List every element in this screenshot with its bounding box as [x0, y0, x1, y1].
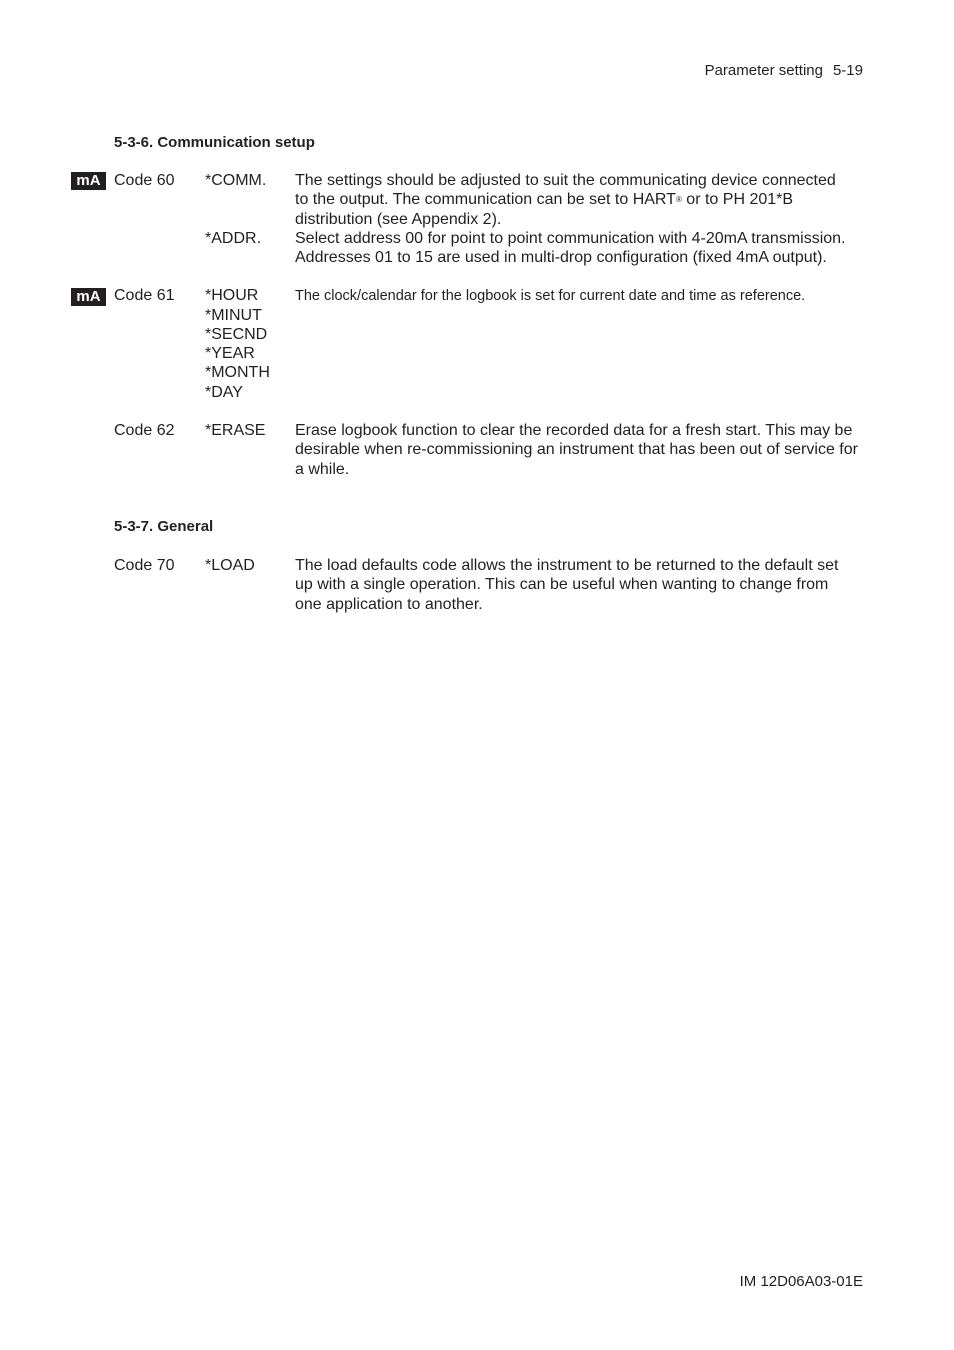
ma-badge: mA [71, 288, 106, 306]
code-label-70: Code 70 [114, 557, 175, 574]
param-year: *YEAR [205, 345, 255, 362]
desc-comm-text: The settings should be adjusted to suit the communicating device connected to the output. The communication can be set to HART [295, 172, 836, 209]
desc-load: The load defaults code allows the instrument to be returned to the default set up with a single operation. This can be useful when wanting to change from one application to another. [295, 557, 839, 613]
param-month: *MONTH [205, 364, 270, 381]
ma-badge: mA [71, 172, 106, 190]
code-label-61: Code 61 [114, 287, 175, 304]
page-header [705, 62, 863, 79]
page-number: 5-19 [832, 62, 863, 79]
param-comm: *COMM. [205, 172, 267, 189]
param-addr: *ADDR. [205, 230, 262, 247]
header-title: Parameter setting [704, 62, 823, 79]
desc-comm [295, 171, 850, 229]
section-title-communication-setup: 5-3-6. Communication setup [114, 134, 315, 151]
desc-clock: The clock/calendar for the logbook is set for current date and time as reference. [295, 288, 806, 304]
section-title-general: 5-3-7. General [114, 518, 214, 535]
param-hour: *HOUR [205, 287, 259, 304]
code-label-62: Code 62 [114, 422, 175, 439]
document-id: IM 12D06A03-01E [739, 1273, 863, 1290]
param-erase: *ERASE [205, 422, 266, 439]
param-load: *LOAD [205, 557, 255, 574]
param-secnd: *SECND [205, 326, 268, 343]
param-day: *DAY [205, 384, 243, 401]
code-label-60: Code 60 [114, 172, 175, 189]
desc-comm-text-continued: or to PH 201*B distribution (see Appendix 2). [295, 191, 794, 228]
desc-erase: Erase logbook function to clear the recorded data for a fresh start. This may be desirable when re-commissioning an instrument that has been out of service for a while. [295, 422, 858, 478]
registered-mark: ® [675, 195, 682, 205]
desc-addr: Select address 00 for point to point communication with 4-20mA transmission. Addresses 01 to 15 are used in multi-drop configuration (fixed 4mA output). [295, 230, 846, 267]
param-minut: *MINUT [205, 306, 262, 324]
